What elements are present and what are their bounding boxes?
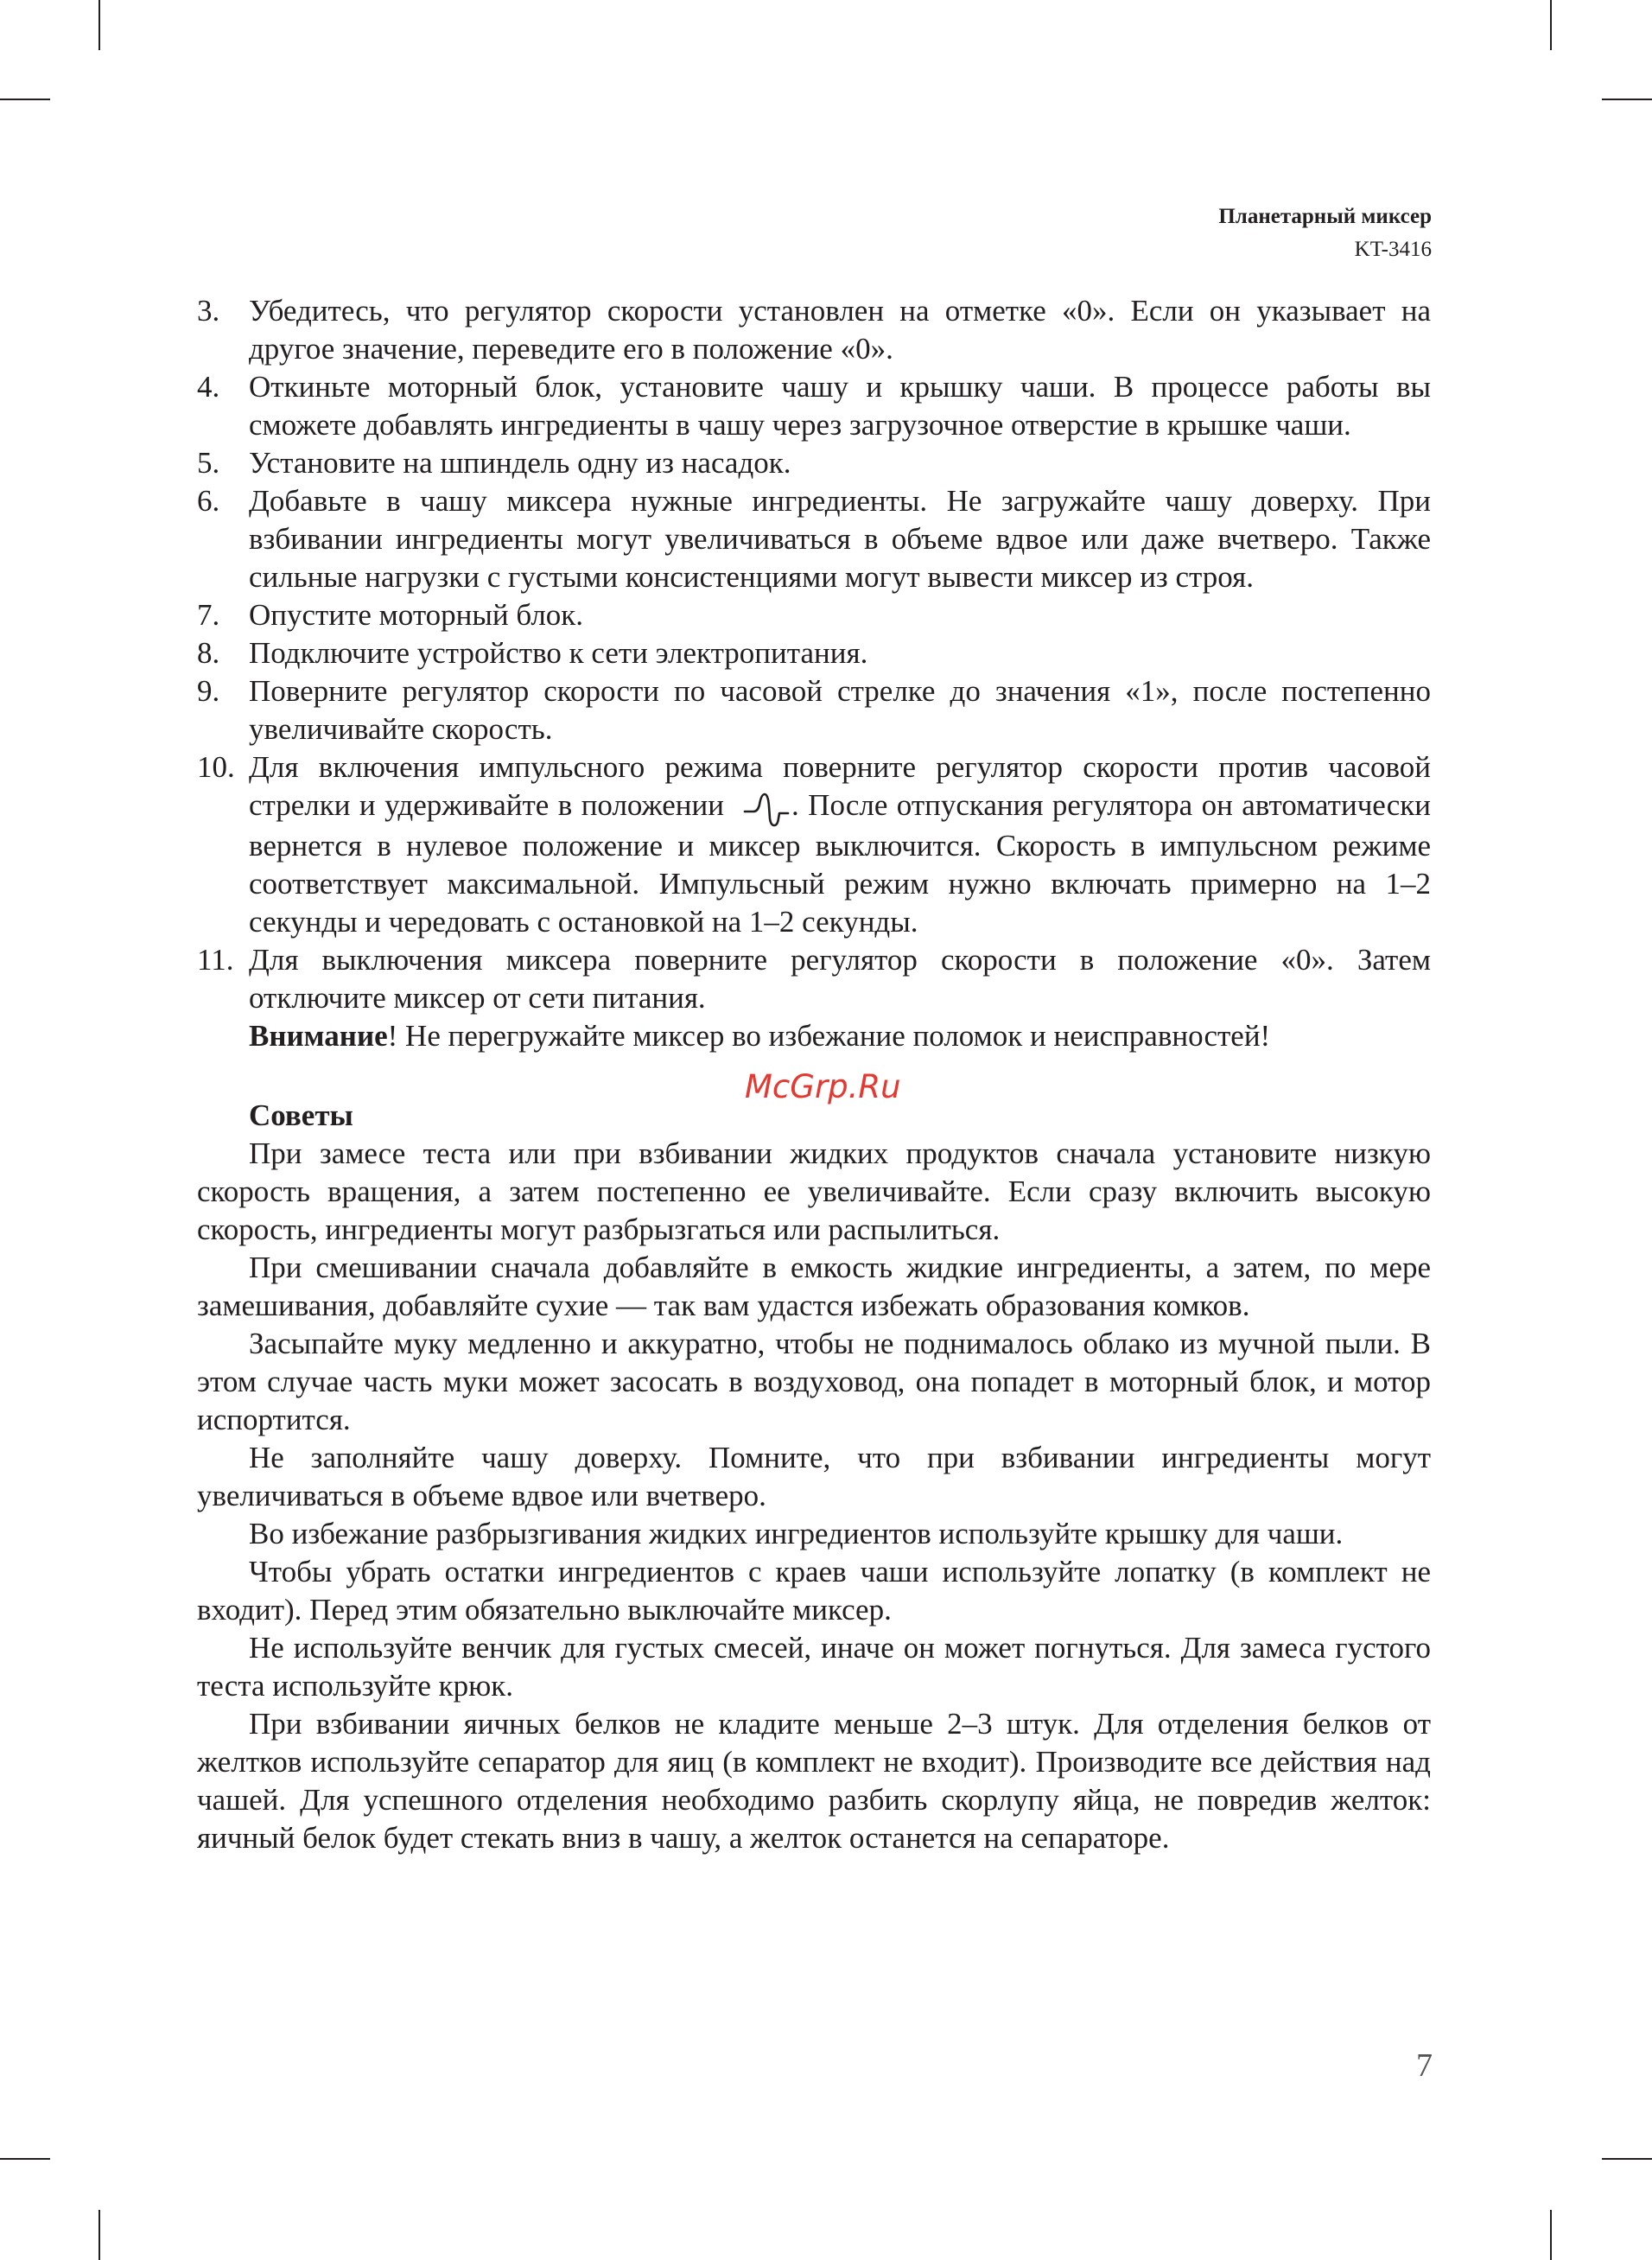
step-text: . После отпускания регулятора он автоматически вернется в нулевое положение и миксер выключится. Скорость в импульсном режиме соответствует максимальной. Импульсный режим нужно включать примерно на 1–2 секунды и чередовать с остановкой на 1–2 секунды. (249, 788, 1431, 939)
tip-paragraph: Во избежание разбрызгивания жидких ингредиентов используйте крышку для чаши. (249, 1517, 1344, 1550)
step-number: 10. (197, 750, 235, 784)
crop-mark (1550, 0, 1552, 50)
attention-note (197, 1017, 1431, 1055)
step-text: Для выключения миксера поверните регулятор скорости в положение «0». Затем отключите миксер от сети питания. (249, 943, 1431, 1015)
step-number: 7. (197, 598, 220, 632)
step-number: 8. (197, 636, 220, 670)
step-number: 9. (197, 674, 220, 708)
tip-paragraph: При замесе теста или при взбивании жидких продуктов сначала установите низкую скорость вращения, а затем постепенно ее увеличивайте. Если сразу включить высокую скорость, ингредиенты могут разбрызгаться или распылиться. (197, 1136, 1431, 1246)
step-number: 4. (197, 370, 220, 404)
step-text: Установите на шпиндель одну из насадок. (249, 446, 791, 480)
tip-paragraph: Не заполняйте чашу доверху. Помните, что при взбивании ингредиенты могут увеличиваться в объеме вдвое или вчетверо. (197, 1441, 1431, 1512)
tip-paragraph: При смешивании сначала добавляйте в емкость жидкие ингредиенты, а затем, по мере замешивания, добавляйте сухие — так вам удастся избежать образования комков. (197, 1251, 1431, 1322)
crop-mark (1602, 99, 1652, 100)
attention-label: Внимание (249, 1019, 388, 1053)
step-3 (197, 292, 1431, 368)
tips-title: Советы (249, 1098, 353, 1132)
page-number: 7 (1416, 2047, 1433, 2084)
header-model: KT-3416 (1354, 238, 1432, 261)
step-5 (197, 444, 1431, 482)
step-4 (197, 368, 1431, 444)
step-text: Добавьте в чашу миксера нужные ингредиенты. Не загружайте чашу доверху. При взбивании ингредиенты могут увеличиваться в объеме вдвое или даже вчетверо. Также сильные нагрузки с густыми консистенциями могут вывести миксер из строя. (249, 484, 1431, 594)
step-text: Поверните регулятор скорости по часовой стрелке до значения «1», после постепенно увеличивайте скорость. (249, 674, 1431, 746)
attention-text: ! Не перегружайте миксер во избежание поломок и неисправностей! (387, 1019, 1271, 1053)
step-text: Подключите устройство к сети электропитания. (249, 636, 868, 670)
crop-mark (0, 99, 50, 100)
step-text: Для включения импульсного режима поверните регулятор скорости против часовой стрелки и удерживайте в положении (249, 750, 1431, 822)
pulse-icon (743, 789, 790, 827)
header-title: Планетарный миксер (1218, 205, 1432, 228)
step-text: Откиньте моторный блок, установите чашу и крышку чаши. В процессе работы вы сможете добавлять ингредиенты в чашу через загрузочное отверстие в крышке чаши. (249, 370, 1431, 442)
crop-mark (1550, 2210, 1552, 2260)
tip-paragraph: Засыпайте муку медленно и аккуратно, чтобы не поднималось облако из мучной пыли. В этом случае часть муки может засосать в воздуховод, она попадет в моторный блок, и мотор испортится. (197, 1327, 1431, 1436)
step-7 (197, 596, 1431, 634)
step-number: 11. (197, 943, 234, 977)
step-11 (197, 941, 1431, 1017)
tip-paragraph: Не используйте венчик для густых смесей, иначе он может погнуться. Для замеса густого теста используйте крюк. (197, 1631, 1431, 1703)
tip-paragraph: Чтобы убрать остатки ингредиентов с краев чаши используйте лопатку (в комплект не входит). Перед этим обязательно выключайте миксер. (197, 1555, 1431, 1627)
step-text: Убедитесь, что регулятор скорости установлен на отметке «0». Если он указывает на другое значение, переведите его в положение «0». (249, 294, 1431, 366)
running-header (1218, 201, 1432, 266)
step-8 (197, 634, 1431, 672)
step-number: 6. (197, 484, 220, 518)
watermark: McGrp.Ru (745, 1068, 901, 1105)
step-9 (197, 672, 1431, 748)
step-text: Опустите моторный блок. (249, 598, 584, 632)
tip-paragraph: При взбивании яичных белков не кладите меньше 2–3 штук. Для отделения белков от желтков используйте сепаратор для яиц (в комплект не входит). Производите все действия над чашей. Для успешного отделения необходимо разбить скорлупу яйца, не повредив желток: яичный белок будет стекать вниз в чашу, а желток останется на сепараторе. (197, 1707, 1431, 1855)
step-10 (197, 748, 1431, 941)
crop-mark (1602, 2158, 1652, 2160)
step-6 (197, 482, 1431, 596)
crop-mark (98, 0, 100, 50)
crop-mark (98, 2210, 100, 2260)
crop-mark (0, 2158, 50, 2160)
step-number: 5. (197, 446, 220, 480)
step-number: 3. (197, 294, 220, 328)
